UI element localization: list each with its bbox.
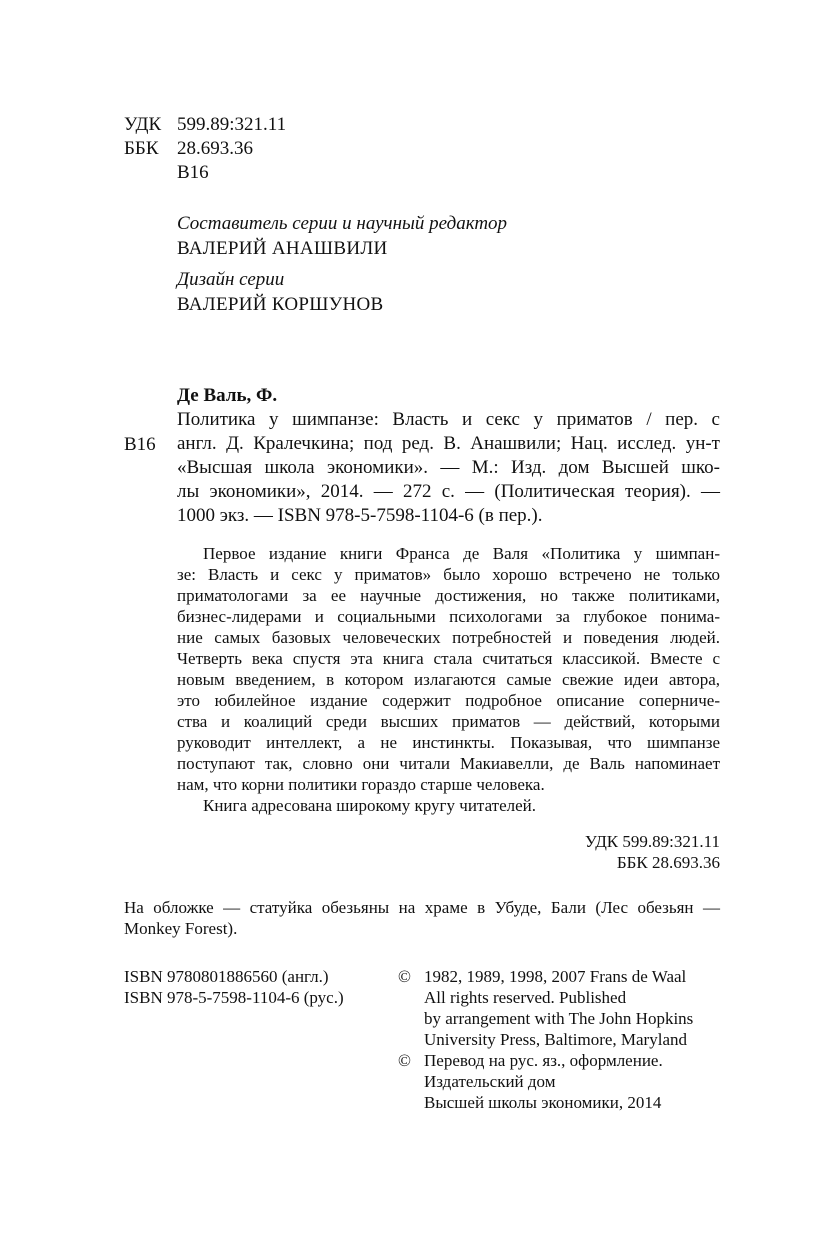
- copyright-line: University Press, Baltimore, Maryland: [424, 1030, 687, 1049]
- bibliography-line: «Высшая школа экономики». — М.: Изд. дом Высшей шко-: [177, 457, 720, 478]
- design-role: Дизайн серии: [177, 269, 285, 290]
- copyright-symbol-translation: ©: [398, 1051, 411, 1070]
- copyright-original: [424, 966, 693, 1050]
- udk-label: УДК: [124, 114, 162, 135]
- isbn-russian: ISBN 978-5-7598-1104-6 (рус.): [124, 988, 344, 1007]
- annotation-line: нам, что корни политики гораздо старше человека.: [177, 775, 545, 794]
- copyright-line: All rights reserved. Published: [424, 988, 627, 1007]
- annotation-line: Четверть века спустя эта книга стала считаться классикой. Вместе с: [177, 649, 720, 668]
- annotation-line: поступают так, словно они читали Макиавелли, де Валь напоминает: [177, 754, 720, 773]
- classification-block: [124, 113, 286, 185]
- cover-note-line: На обложке — статуйка обезьяны на храме в Убуде, Бали (Лес обезьян —: [124, 898, 720, 917]
- udk-row: [124, 113, 286, 137]
- bibliography-line: англ. Д. Кралечкина; под ред. В. Анашвили; Нац. исслед. ун-т: [177, 433, 720, 454]
- author-mark-row: [124, 161, 286, 185]
- bibliography-side-mark: В16: [124, 434, 156, 455]
- annotation-line: зе: Власть и секс у приматов» было хорошо встречено не только: [177, 565, 720, 584]
- bibliography-line: 1000 экз. — ISBN 978-5-7598-1104-6 (в пер.).: [177, 505, 543, 526]
- editor-name: ВАЛЕРИЙ АНАШВИЛИ: [177, 238, 388, 259]
- cover-note-line: Monkey Forest).: [124, 919, 238, 938]
- author-mark: В16: [177, 162, 209, 183]
- bibliography-line: Политика у шимпанзе: Власть и секс у приматов / пер. с: [177, 409, 720, 430]
- annotation: [177, 543, 720, 816]
- copyright-line: 1982, 1989, 1998, 2007 Frans de Waal: [424, 967, 687, 986]
- bbk-row: [124, 137, 286, 161]
- annotation-audience: Книга адресована широкому кругу читателей.: [203, 796, 537, 815]
- annotation-line: это юбилейное издание содержит подробное описание соперниче-: [177, 691, 720, 710]
- bbk-label: ББК: [124, 138, 159, 159]
- udk-value: 599.89:321.11: [177, 114, 287, 135]
- annotation-line: приматологами за ее научные достижения, но также политиками,: [177, 586, 720, 605]
- footer-bbk: ББК 28.693.36: [616, 853, 720, 872]
- copyright-line: Издательский дом: [424, 1072, 556, 1091]
- bbk-value: 28.693.36: [177, 138, 253, 159]
- isbn-list: [124, 966, 344, 1008]
- annotation-line: Первое издание книги Франса де Валя «Политика у шимпан-: [203, 544, 720, 563]
- bibliography-line: лы экономики», 2014. — 272 с. — (Политическая теория). —: [177, 481, 720, 502]
- cover-note: [124, 897, 720, 939]
- annotation-line: руководит интеллект, а не инстинкты. Показывая, что шимпанзе: [177, 733, 720, 752]
- annotation-line: новым введением, в котором излагаются самые свежие идеи автора,: [177, 670, 720, 689]
- editor-role: Составитель серии и научный редактор: [177, 213, 508, 234]
- design-name: ВАЛЕРИЙ КОРШУНОВ: [177, 294, 384, 315]
- copyright-line: Высшей школы экономики, 2014: [424, 1093, 662, 1112]
- isbn-english: ISBN 9780801886560 (англ.): [124, 967, 329, 986]
- bibliography-record: [177, 408, 720, 528]
- footer-udk: УДК 599.89:321.11: [584, 832, 720, 851]
- copyright-translation: [424, 1050, 663, 1113]
- copyright-line: by arrangement with The John Hopkins: [424, 1009, 694, 1028]
- copyright-line: Перевод на рус. яз., оформление.: [424, 1051, 663, 1070]
- footer-codes: [400, 831, 720, 873]
- bibliography-author: Де Валь, Ф.: [177, 385, 278, 406]
- copyright-symbol-original: ©: [398, 967, 411, 986]
- annotation-line: ние самых базовых человеческих потребностей и поведения людей.: [177, 628, 720, 647]
- annotation-line: ства и коалиций среди высших приматов — действий, которыми: [177, 712, 720, 731]
- annotation-line: бизнес-лидерами и социальными психологами за глубокое понима-: [177, 607, 720, 626]
